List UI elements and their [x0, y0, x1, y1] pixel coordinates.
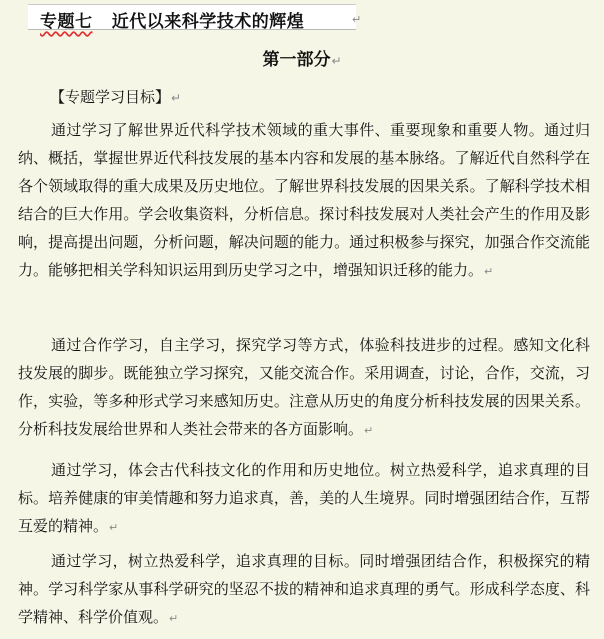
document-title [40, 7, 304, 32]
paragraph-3 [18, 456, 590, 542]
paragraph-mark-icon: ↵ [352, 13, 362, 26]
paragraph-2 [18, 331, 590, 445]
paragraph-mark-icon: ↵ [171, 91, 182, 105]
paragraph-text: 通过学习，体会古代科技文化的作用和历史地位。树立热爱科学，追求真理的目标。培养健康的审美情趣和努力追求真，善，美的人生境界。同时增强团结合作，互帮互爱的精神。 [18, 461, 590, 535]
paragraph-1 [18, 116, 590, 286]
paragraph-mark-icon: ↵ [484, 265, 494, 278]
goals-label [50, 86, 181, 107]
document-title-box [28, 4, 356, 30]
paragraph-text: 通过学习，树立热爱科学，追求真理的目标。同时增强团结合作，积极探究的精神。学习科学家从事科学研究的坚忍不拔的精神和追求真理的勇气。形成科学态度、科学精神、科学价值观。 [18, 552, 590, 626]
paragraph-mark-icon: ↵ [364, 424, 374, 437]
paragraph-mark-icon: ↵ [331, 54, 342, 68]
paragraph-text: 通过学习了解世界近代科学技术领域的重大事件、重要现象和重要人物。通过归纳、概括，掌握世界近代科技发展的基本内容和发展的基本脉络。了解近代自然科学在各个领域取得的重大成果及历史地位。了解世界科技发展的因果关系。了解科学技术相结合的巨大作用。学会收集资料，分析信息。探讨科技发展对人类社会产生的作用及影响，提高提出问题，分析问题，解决问题的能力。通过积极参与探究，加强合作交流能力。能够把相关学科知识运用到历史学习之中，增强知识迁移的能力。 [18, 121, 590, 279]
paragraph-mark-icon: ↵ [169, 612, 179, 625]
paragraph-mark-icon: ↵ [109, 521, 119, 534]
paragraph-4 [18, 547, 590, 633]
goals-label-text: 【专题学习目标】 [50, 88, 171, 106]
paragraph-text: 通过合作学习，自主学习，探究学习等方式，体验科技进步的过程。感知文化科技发展的脚步。既能独立学习探究，又能交流合作。采用调查，讨论，合作，交流，习作，实验，等多种形式学习来感知历史。注意从历史的角度分析科技发展的因果关系。分析科技发展给世界和人类社会带来的各方面影响。 [18, 336, 590, 438]
title-text: 近代以来科学技术的辉煌 [111, 12, 305, 32]
section-heading [0, 45, 604, 70]
section-heading-text: 第一部分 [262, 50, 331, 70]
title-number: 专题七 [40, 12, 93, 32]
